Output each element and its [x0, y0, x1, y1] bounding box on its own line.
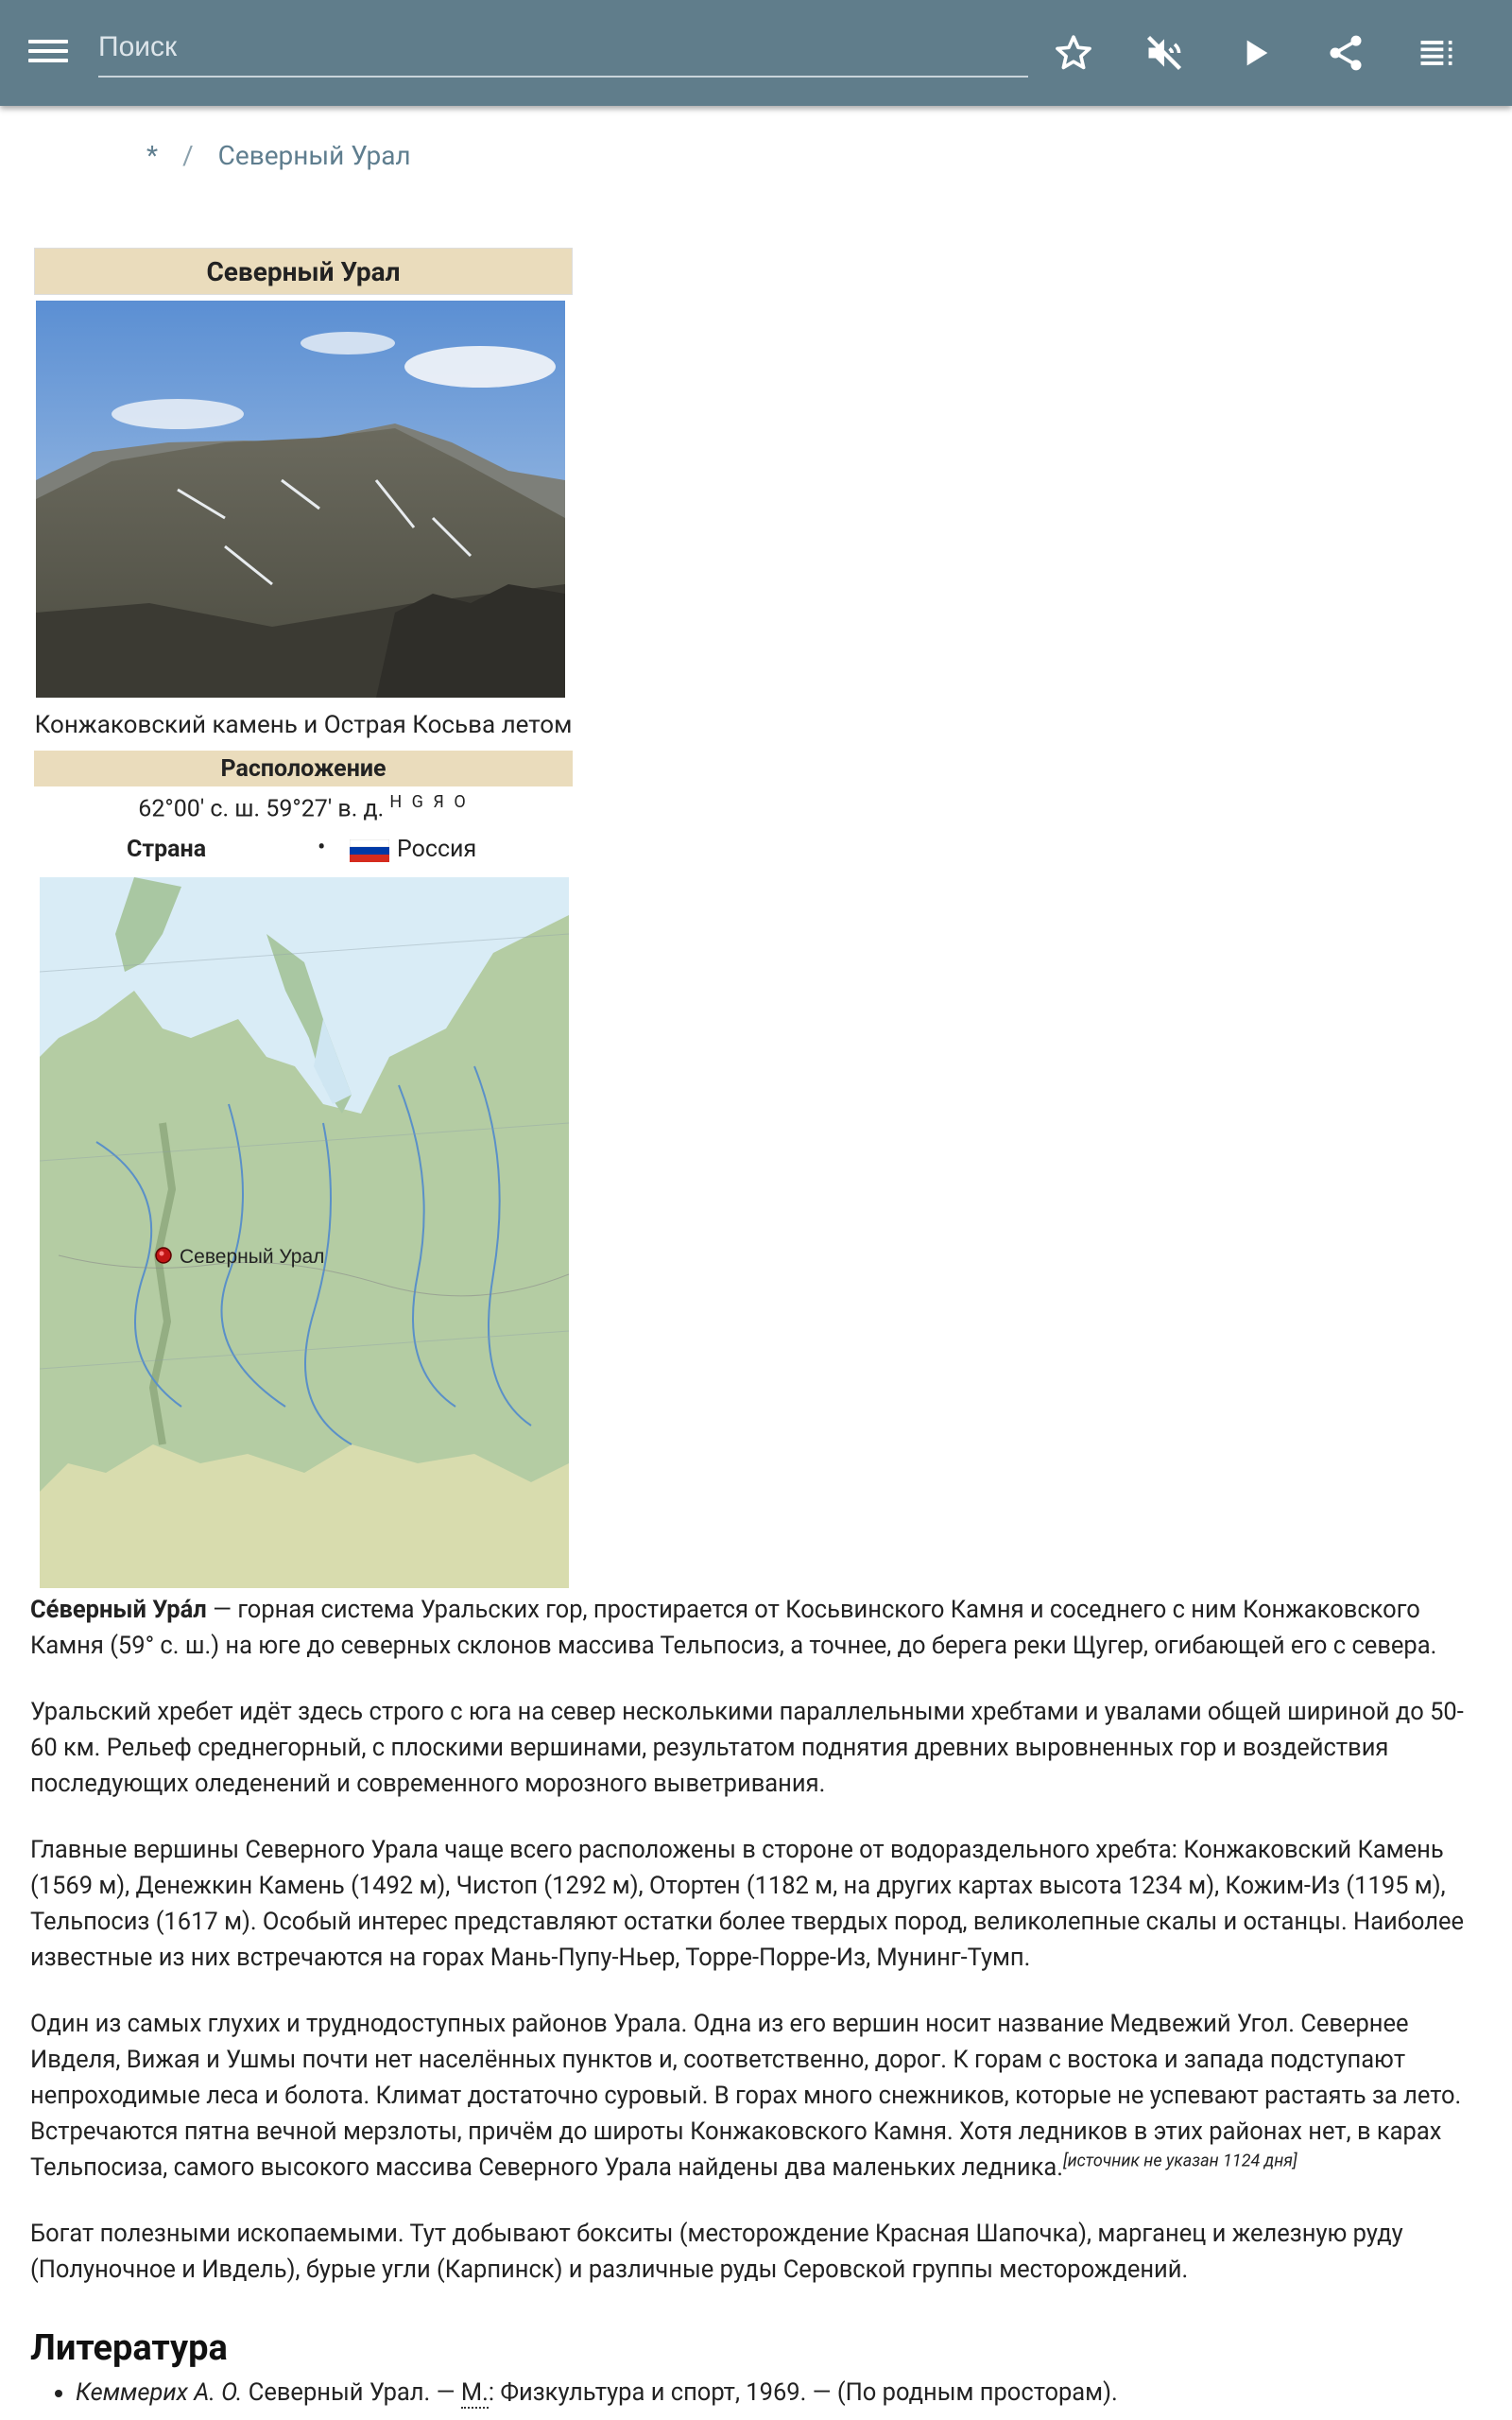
- paragraph-3: Главные вершины Северного Урала чаще всего расположены в стороне от водораздельного хребта: Конжаковский Камень (1569 м), Денежкин Камень (1492 м), Чистоп (1292 м), Отортен (1182 м, на других картах высота 1234 м), Кожим-Из (1195 м), Тельпосиз (1617 м). Особый интерес представляют остатки более твердых пород, великолепные скалы и останцы. Наиболее известные из них встречаются на горах Мань-Пупу-Ньер, Торре-Порре-Из, Мунинг-Тумп.: [30, 1836, 1465, 1972]
- app-toolbar: [0, 0, 1512, 106]
- breadcrumb-home-link[interactable]: *: [146, 140, 159, 171]
- reference-item: [76, 2378, 1118, 2407]
- location-header: Расположение: [34, 751, 573, 786]
- article-term: Се́верный Ура́л: [30, 1596, 207, 1624]
- reference-rest: : Физкультура и спорт, 1969. — (По родным просторам).: [488, 2378, 1118, 2407]
- bookmark-star-icon[interactable]: [1049, 28, 1098, 78]
- russia-flag-icon: [350, 839, 389, 862]
- breadcrumb-separator: /: [182, 140, 194, 171]
- paragraph-1: [30, 1592, 1486, 1664]
- paragraph-4-text: Один из самых глухих и труднодоступных районов Урала. Одна из его вершин носит название Медвежий Угол. Севернее Ивделя, Вижая и Ушмы почти нет населённых пунктов и, соответственно, дорог. К горам с востока и запада подступают непроходимые леса и болота. Климат достаточно суровый. В горах много снежников, которые не успевают растаять за лето. Встречаются пятна вечной мерзлоты, причём до широты Конжаковского Камня. Хотя ледников в этих районах нет, в карах Тельпосиза, самого высокого массива Северного Урала найдены два маленьких ледника.: [30, 2010, 1462, 2182]
- play-icon[interactable]: [1230, 28, 1280, 78]
- table-of-contents-icon[interactable]: [1412, 28, 1461, 78]
- search-input[interactable]: [98, 21, 1028, 74]
- infobox-title: Северный Урал: [34, 248, 573, 295]
- breadcrumb-current-link[interactable]: Северный Урал: [217, 140, 411, 171]
- coordinates-text[interactable]: 62°00′ с. ш. 59°27′ в. д.: [138, 795, 385, 823]
- breadcrumb: [146, 140, 411, 171]
- paragraph-2: Уральский хребет идёт здесь строго с юга на север несколькими параллельными хребтами и увалами общей шириной до 50-60 км. Рельеф среднегорный, с плоскими вершинами, результатом поднятия древних выровненных гор и воздействия последующих оледенений и современного морозного выветривания.: [30, 1698, 1464, 1798]
- location-map[interactable]: [40, 877, 569, 1588]
- country-link[interactable]: Россия: [397, 836, 477, 864]
- mountain-photo[interactable]: [36, 301, 565, 698]
- country-row: [34, 822, 573, 872]
- menu-icon[interactable]: [28, 34, 68, 72]
- reference-author: Кеммерих А. О.: [76, 2378, 243, 2407]
- map-marker-label: Северный Урал: [180, 1246, 325, 1269]
- reference-city-abbr[interactable]: М.: [460, 2378, 489, 2407]
- coordinate-map-links[interactable]: H G Я O: [389, 792, 469, 812]
- country-label: Страна: [127, 836, 207, 864]
- country-bullet: •: [318, 834, 326, 862]
- paragraph-5: Богат полезными ископаемыми. Тут добывают бокситы (месторождение Красная Шапочка), марганец и железную руду (Полуночное и Ивдель), бурые угли (Карпинск) и различные руды Серовской группы месторождений.: [30, 2220, 1403, 2284]
- references-list: [30, 2378, 1118, 2407]
- mute-icon[interactable]: [1140, 28, 1189, 78]
- article-body: [30, 1592, 1486, 2318]
- paragraph-4: [30, 2006, 1486, 2186]
- photo-caption: Конжаковский камень и Острая Косьва летом: [34, 711, 573, 739]
- share-icon[interactable]: [1321, 28, 1370, 78]
- literature-heading: Литература: [30, 2327, 228, 2369]
- infobox: [34, 248, 573, 1592]
- paragraph-1-text: — горная система Уральских гор, простирается от Косьвинского Камня и соседнего с ним Конжаковского Камня (59° с. ш.) на юге до северных склонов массива Тельпосиз, а точнее, до берега реки Щугер, огибающей его с севера.: [30, 1596, 1437, 1660]
- search-field[interactable]: [98, 21, 1028, 78]
- citation-needed[interactable]: [источник не указан 1124 дня]: [1062, 2151, 1297, 2171]
- coordinates: [34, 792, 573, 822]
- reference-title: Северный Урал. —: [242, 2378, 461, 2407]
